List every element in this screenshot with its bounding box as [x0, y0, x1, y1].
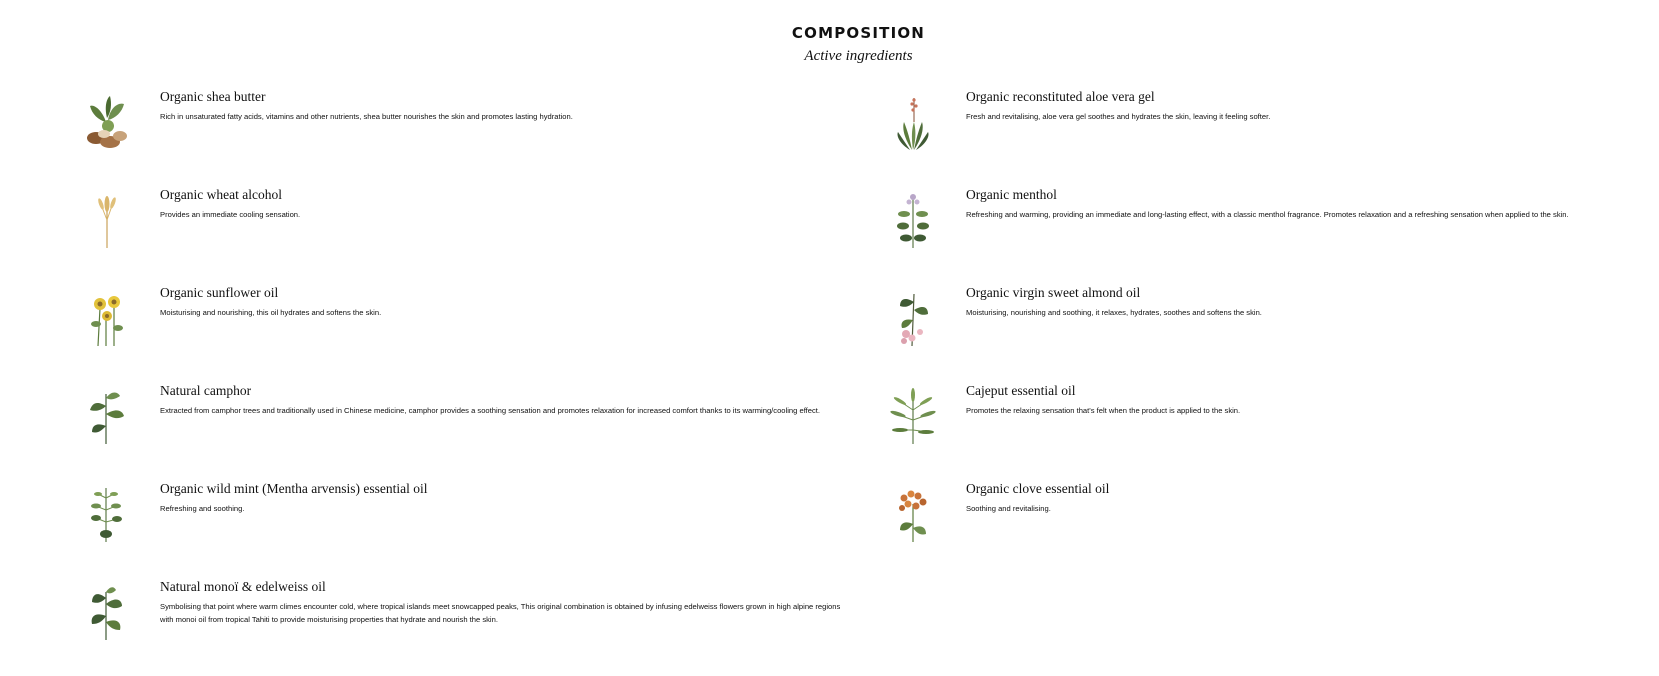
ingredient-description: Soothing and revitalising. — [966, 504, 1051, 513]
ingredient-item — [890, 88, 1610, 186]
ingredient-description: Extracted from camphor trees and traditionally used in Chinese medicine, camphor provides a soothing sensation and promotes relaxation for increased comfort thanks to its warming/cooling effect. — [160, 406, 821, 415]
camphor-leaf-icon — [84, 386, 130, 446]
sunflower-icon — [84, 288, 130, 348]
section-title: COMPOSITION — [791, 24, 926, 42]
ingredient-description: Provides an immediate cooling sensation. — [160, 210, 301, 219]
wheat-icon — [84, 190, 130, 250]
ingredient-description: Promotes the relaxing sensation that's felt when the product is applied to the skin. — [966, 406, 1241, 415]
ingredients-left-column — [84, 88, 844, 676]
almond-blossom-icon — [890, 288, 936, 348]
ingredient-item — [84, 578, 844, 676]
ingredient-item — [890, 480, 1610, 578]
ingredient-name: Organic virgin sweet almond oil — [966, 285, 1141, 300]
ingredient-name: Cajeput essential oil — [966, 383, 1076, 398]
ingredient-name: Natural monoï & edelweiss oil — [160, 579, 326, 594]
ingredient-description: Rich in unsaturated fatty acids, vitamins and other nutrients, shea butter nourishes the skin and promotes lasting hydration. — [160, 112, 573, 121]
wild-mint-icon — [84, 484, 130, 544]
ingredient-item — [84, 480, 844, 578]
ingredient-description: Moisturising, nourishing and soothing, it relaxes, hydrates, soothes and softens the skin. — [966, 308, 1262, 317]
ingredient-name: Organic reconstituted aloe vera gel — [966, 89, 1155, 104]
ingredient-description: Refreshing and warming, providing an immediate and long-lasting effect, with a classic menthol fragrance. Promotes relaxation and a refreshing sensation when applied to the skin. — [966, 210, 1569, 219]
ingredient-item — [890, 284, 1610, 382]
ingredient-name: Organic shea butter — [160, 89, 266, 104]
shea-nuts-icon — [84, 92, 130, 152]
ingredient-description: Fresh and revitalising, aloe vera gel soothes and hydrates the skin, leaving it feeling softer. — [966, 112, 1271, 121]
ingredient-name: Organic clove essential oil — [966, 481, 1110, 496]
ingredient-item — [890, 186, 1610, 284]
ingredient-name: Organic sunflower oil — [160, 285, 279, 300]
ingredient-description: Symbolising that point where warm climes encounter cold, where tropical islands meet snowcapped peaks, This original combination is obtained by infusing edelweiss flowers grown in high alpine regions with monoi oil from tropical Tahiti to provide moisturising properties that hydrate and nourish the skin. — [160, 602, 841, 624]
aloe-vera-icon — [890, 92, 936, 152]
cajeput-leaf-icon — [890, 386, 936, 446]
ingredient-name: Organic wild mint (Mentha arvensis) essential oil — [160, 481, 428, 496]
ingredient-item — [84, 88, 844, 186]
edelweiss-icon — [84, 582, 130, 642]
ingredient-item — [890, 382, 1610, 480]
section-heading — [0, 24, 1659, 65]
ingredient-name: Natural camphor — [160, 383, 252, 398]
clove-icon — [890, 484, 936, 544]
ingredient-name: Organic menthol — [966, 187, 1057, 202]
ingredient-description: Refreshing and soothing. — [160, 504, 245, 513]
ingredient-item — [84, 382, 844, 480]
section-subtitle: Active ingredients — [804, 48, 913, 64]
menthol-plant-icon — [890, 190, 936, 250]
ingredient-item — [84, 186, 844, 284]
ingredient-item — [84, 284, 844, 382]
ingredient-name: Organic wheat alcohol — [160, 187, 282, 202]
ingredients-right-column — [890, 88, 1610, 578]
ingredient-description: Moisturising and nourishing, this oil hydrates and softens the skin. — [160, 308, 382, 317]
